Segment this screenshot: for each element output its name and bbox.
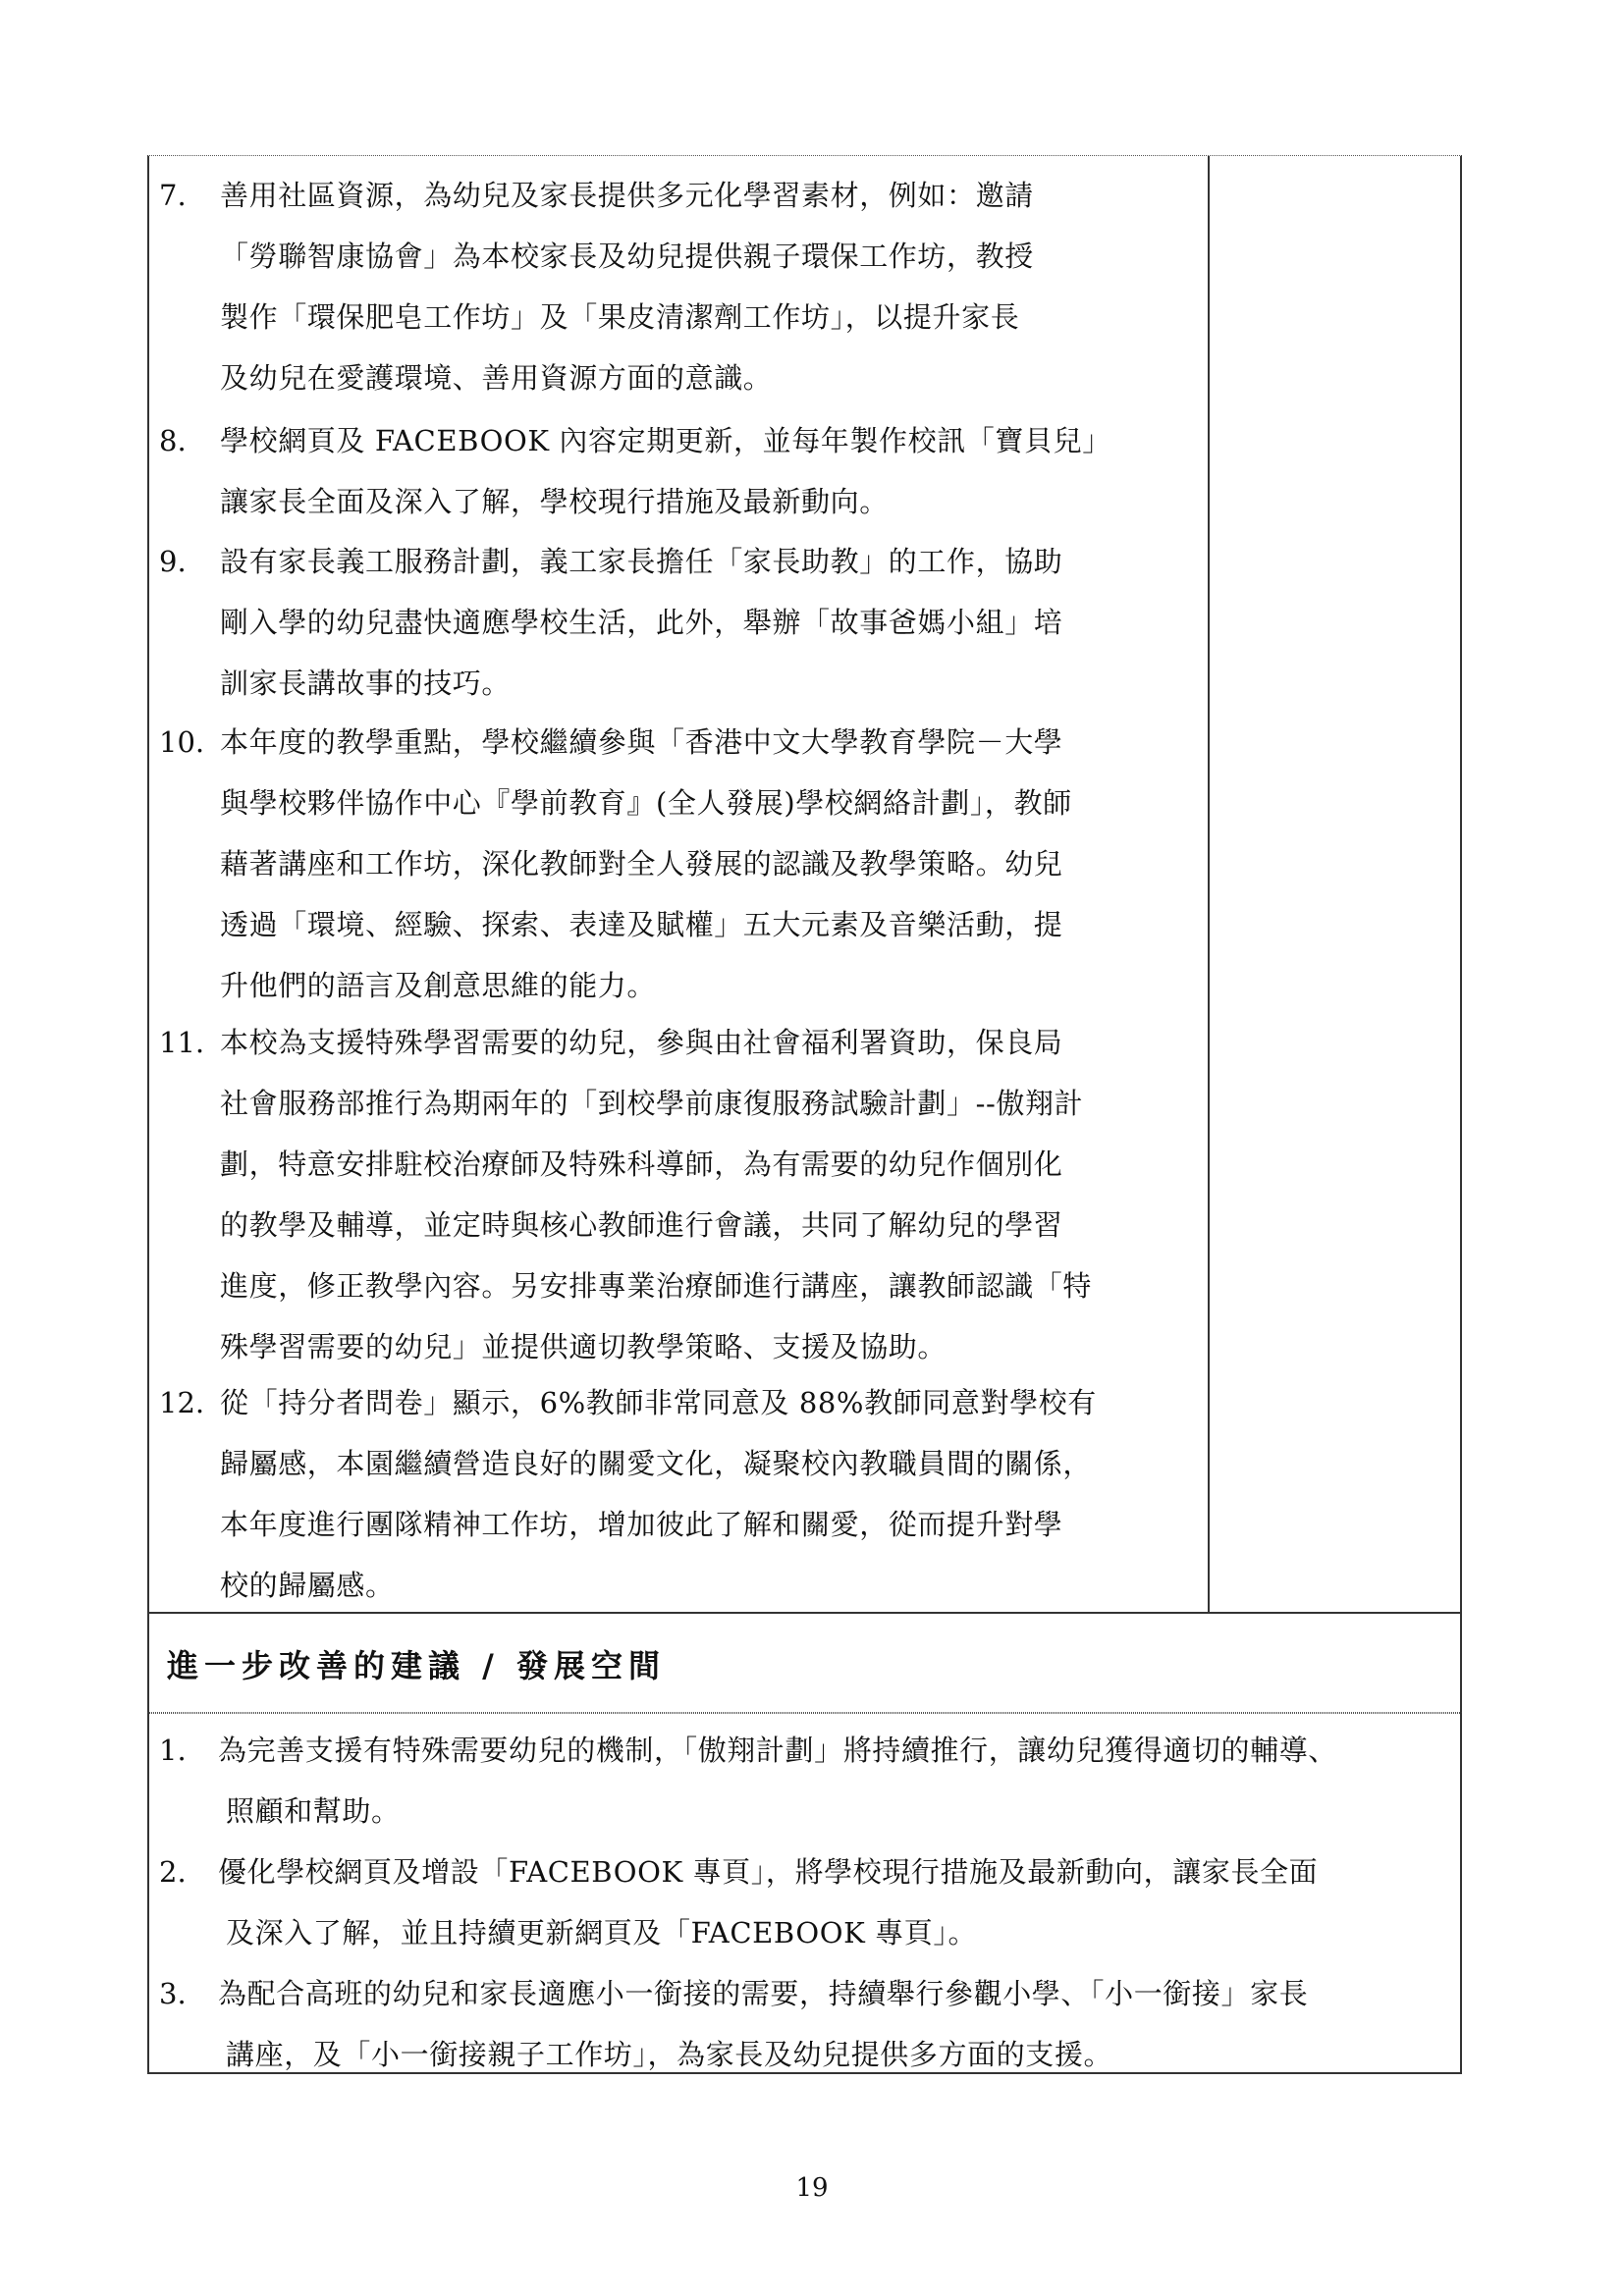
- table-column-divider: [1208, 156, 1210, 1612]
- list-item-number: 2.: [159, 1855, 187, 1889]
- list-item-number: 9.: [159, 545, 187, 578]
- list-item-text: 從「持分者問卷」顯示，6%教師非常同意及 88%教師同意對學校有 歸屬感，本園繼續營造良好的關愛文化，凝聚校內教職員間的關係， 本年度進行團隊精神工作坊，增加彼此了解和關愛，從而提升對學 校的歸屬感。: [220, 1386, 1097, 1602]
- list-item-number: 12.: [159, 1386, 205, 1419]
- list-item-text: 優化學校網頁及增設「FACEBOOK 專頁」，將學校現行措施及最新動向，讓家長全面 及深入了解，並且持續更新網頁及「FACEBOOK 專頁」。: [218, 1855, 1319, 1949]
- page-number: 19: [795, 2173, 829, 2203]
- list-item-number: 1.: [159, 1734, 187, 1767]
- list-item-number: 11.: [159, 1026, 205, 1059]
- list-item-text: 設有家長義工服務計劃，義工家長擔任「家長助教」的工作，協助 剛入學的幼兒盡快適應學校生活，此外，舉辦「故事爸媽小組」培 訓家長講故事的技巧。: [220, 545, 1063, 700]
- list-item-text: 本校為支援特殊學習需要的幼兒，參與由社會福利署資助，保良局 社會服務部推行為期兩年的「到校學前康復服務試驗計劃」--傲翔計 劃，特意安排駐校治療師及特殊科導師，為有需要的幼兒作個別化 的教學及輔導，並定時與核心教師進行會議，共同了解幼兒的學習 進度，修正教學內容。另安排專業治療師進行講座，讓教師認識「特 殊學習需要的幼兒」並提供適切教學策略、支援及協助。: [220, 1026, 1093, 1363]
- list-item-number: 10.: [159, 725, 205, 759]
- list-item-text: 學校網頁及 FACEBOOK 內容定期更新，並每年製作校訊「寶貝兒」 讓家長全面及深入了解，學校現行措施及最新動向。: [220, 424, 1111, 518]
- list-item-number: 3.: [159, 1977, 187, 2010]
- list-item-number: 8.: [159, 424, 187, 457]
- list-item-number: 7.: [159, 179, 187, 212]
- section-heading: 進一步改善的建議 / 發展空間: [167, 1647, 666, 1684]
- section-heading-box: [147, 1612, 1462, 1714]
- list-item-text: 為完善支援有特殊需要幼兒的機制，「傲翔計劃」將持續推行，讓幼兒獲得適切的輔導、 照顧和幫助。: [218, 1734, 1337, 1828]
- list-item-text: 為配合高班的幼兒和家長適應小一銜接的需要，持續舉行參觀小學、「小一銜接」家長 講座，及「小一銜接親子工作坊」，為家長及幼兒提供多方面的支援。: [218, 1977, 1309, 2071]
- list-item-text: 善用社區資源，為幼兒及家長提供多元化學習素材，例如：邀請 「勞聯智康協會」為本校家長及幼兒提供親子環保工作坊，教授 製作「環保肥皂工作坊」及「果皮清潔劑工作坊」，以提升家長 及幼兒在愛護環境、善用資源方面的意識。: [220, 179, 1034, 395]
- list-item-text: 本年度的教學重點，學校繼續參與「香港中文大學教育學院－大學 與學校夥伴協作中心『學前教育』(全人發展)學校網絡計劃」，教師 藉著講座和工作坊，深化教師對全人發展的認識及教學策略。幼兒 透過「環境、經驗、探索、表達及賦權」五大元素及音樂活動，提 升他們的語言及創意思維的能力。: [220, 725, 1072, 1002]
